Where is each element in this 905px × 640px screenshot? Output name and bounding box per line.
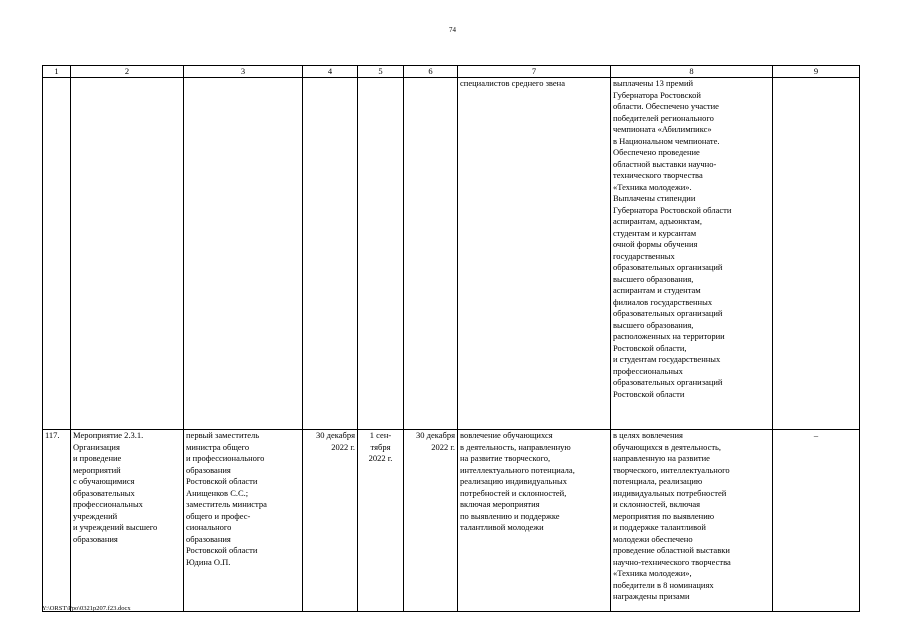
- header-cell: 2: [71, 66, 184, 78]
- date-cell: 1 сен- тября 2022 г.: [358, 430, 404, 612]
- header-cell: 9: [773, 66, 860, 78]
- header-cell: 6: [404, 66, 458, 78]
- date-cell: [303, 78, 358, 430]
- notes-cell: [773, 78, 860, 430]
- date-cell: 30 декабря 2022 г.: [303, 430, 358, 612]
- header-cell: 5: [358, 66, 404, 78]
- activity-cell: Мероприятие 2.3.1. Организация и проведение мероприятий с обучающимися образовательных профессиональных учреждений и учреждений высшего образования: [71, 430, 184, 612]
- planned-result-cell: специалистов среднего звена: [458, 78, 611, 430]
- header-cell: 8: [611, 66, 773, 78]
- actual-result-cell: выплачены 13 премий Губернатора Ростовской области. Обеспечено участие победителей регионального чемпионата «Абилимпикс» в Национальном чемпионате. Обеспечено проведение областной выставки научно- технического творчества «Техника молодежи». Выплачены стипендии Губернатора Ростовской области аспирантам, адъюнктам, студентам и курсантам очной формы обучения государственных образовательных организаций высшего образования, аспирантам и студентам филиалов государственных образовательных организаций высшего образования, расположенных на территории Ростовской области, и студентам государственных профессиональных образовательных организаций Ростовской области: [611, 78, 773, 430]
- header-cell: 4: [303, 66, 358, 78]
- plan-table: [42, 65, 860, 612]
- notes-cell: –: [773, 430, 860, 612]
- date-cell: [404, 78, 458, 430]
- row-number-cell: 117.: [43, 430, 71, 612]
- page-number: 74: [449, 26, 456, 34]
- responsible-cell: первый заместитель министра общего и профессионального образования Ростовской области Анищенков С.С.; заместитель министра общего и профес- сионального образования Ростовской области Юдина О.П.: [184, 430, 303, 612]
- header-cell: 1: [43, 66, 71, 78]
- date-cell: 30 декабря 2022 г.: [404, 430, 458, 612]
- row-number-cell: [43, 78, 71, 430]
- header-row: [43, 66, 860, 78]
- actual-result-cell: в целях вовлечения обучающихся в деятельность, направленную на развитие творческого, интеллектуального потенциала, реализацию индивидуальных потребностей и склонностей, включая мероприятия по выявлению и поддержке талантливой молодежи обеспечено проведение областной выставки научно-технического творчества «Техника молодежи», победители в 8 номинациях награждены призами: [611, 430, 773, 612]
- header-cell: 3: [184, 66, 303, 78]
- table-row: [43, 430, 860, 612]
- header-cell: 7: [458, 66, 611, 78]
- date-cell: [358, 78, 404, 430]
- responsible-cell: [184, 78, 303, 430]
- table-row: [43, 78, 860, 430]
- planned-result-cell: вовлечение обучающихся в деятельность, направленную на развитие творческого, интеллектуального потенциала, реализацию индивидуальных потребностей и склонностей, включая мероприятия по выявлению и поддержке талантливой молодежи: [458, 430, 611, 612]
- activity-cell: [71, 78, 184, 430]
- file-path-footer: Y:\ORST\Ppo\0321p207.f23.docx: [42, 605, 131, 612]
